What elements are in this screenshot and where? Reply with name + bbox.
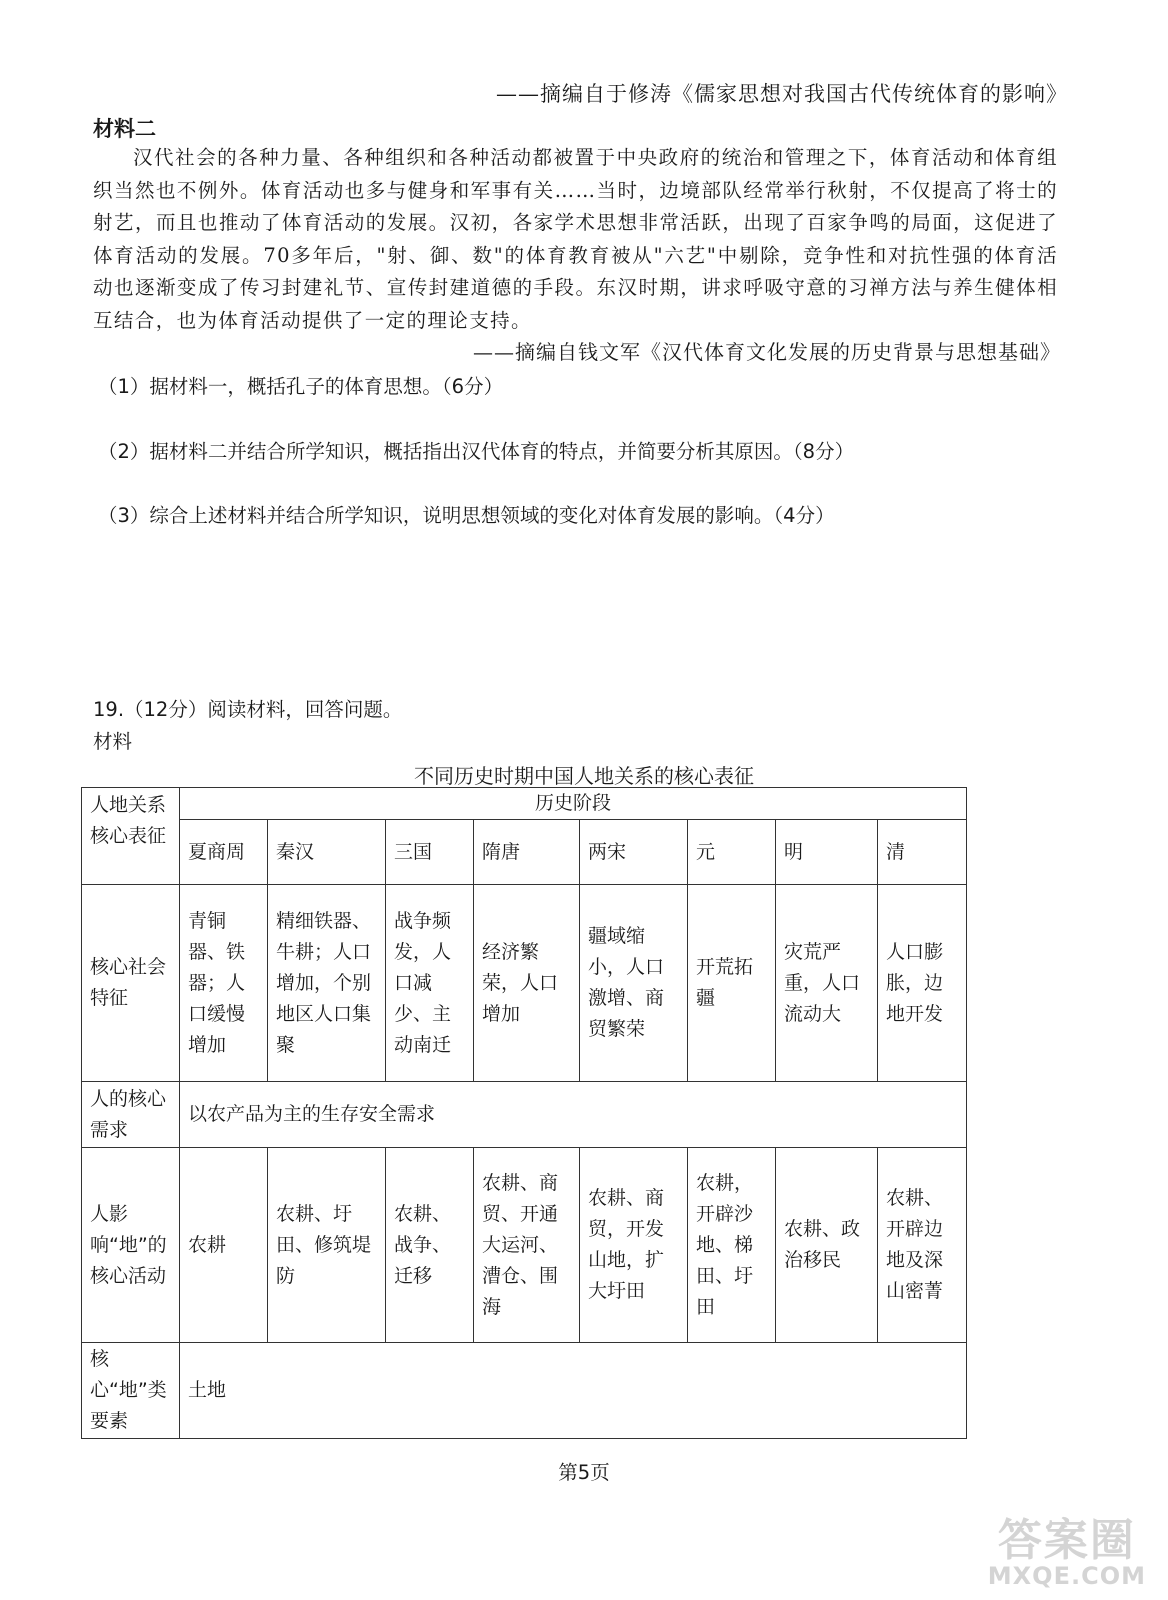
corner-header: 人地关系核心表征: [82, 788, 180, 885]
row-label-activity: 人影响“地”的核心活动: [82, 1148, 180, 1343]
question-19-intro: 19.（12分）阅读材料，回答问题。: [93, 698, 403, 721]
period-header: 元: [688, 820, 776, 885]
social-cell: 人口膨胀，边地开发: [878, 885, 967, 1082]
question-3: （3）综合上述材料并结合所学知识，说明思想领域的变化对体育发展的影响。（4分）: [98, 504, 835, 527]
material2-citation: ——摘编自钱文军《汉代体育文化发展的历史背景与思想基础》: [473, 340, 1061, 364]
activity-cell: 农耕: [180, 1148, 268, 1343]
social-cell: 灾荒严重，人口流动大: [776, 885, 878, 1082]
material2-text: 汉代社会的各种力量、各种组织和各种活动都被置于中央政府的统治和管理之下，体育活动和体育组织当然也不例外。体育活动也多与健身和军事有关……当时，边境部队经常举行秋射，不仅提高了将士的射艺，而且也推动了体育活动的发展。汉初，各家学术思想非常活跃，出现了百家争鸣的局面，这促进了体育活动的发展。70多年后，"射、御、数"的体育教育被从"六艺"中剔除，竞争性和对抗性强的体育活动也逐渐变成了传习封建礼节、宣传封建道德的手段。东汉时期，讲求呼吸守意的习禅方法与养生健体相互结合，也为体育活动提供了一定的理论支持。: [93, 146, 1058, 332]
row-label-social: 核心社会特征: [82, 885, 180, 1082]
social-cell: 经济繁荣，人口增加: [474, 885, 580, 1082]
period-header: 秦汉: [268, 820, 386, 885]
watermark-line1: 答案圈: [997, 1515, 1136, 1566]
activity-cell: 农耕、商贸、开通大运河、漕仓、围海: [474, 1148, 580, 1343]
material1-citation: ——摘编自于修涛《儒家思想对我国古代传统体育的影响》: [496, 82, 1068, 106]
activity-cell: 农耕、圩田、修筑堤防: [268, 1148, 386, 1343]
activity-cell: 农耕、战争、迁移: [386, 1148, 474, 1343]
period-header: 清: [878, 820, 967, 885]
need-cell: 以农产品为主的生存安全需求: [180, 1082, 967, 1148]
table-title: 不同历史时期中国人地关系的核心表征: [414, 764, 754, 788]
social-cell: 开荒拓疆: [688, 885, 776, 1082]
activity-cell: 农耕、商贸，开发山地，扩大圩田: [580, 1148, 688, 1343]
social-cell: 战争频发，人口减少、主动南迁: [386, 885, 474, 1082]
land-cell: 土地: [180, 1343, 967, 1439]
activity-cell: 农耕，开辟沙地、梯田、圩田: [688, 1148, 776, 1343]
activity-cell: 农耕、政治移民: [776, 1148, 878, 1343]
row-label-land: 核心“地”类要素: [82, 1343, 180, 1439]
social-cell: 青铜器、铁器；人口缓慢增加: [180, 885, 268, 1082]
period-header: 两宋: [580, 820, 688, 885]
period-header: 明: [776, 820, 878, 885]
material2-heading: 材料二: [93, 117, 156, 141]
row-label-need: 人的核心需求: [82, 1082, 180, 1148]
page-number: 第5页: [558, 1461, 610, 1484]
question-19-material-label: 材料: [93, 730, 133, 753]
period-header: 夏商周: [180, 820, 268, 885]
activity-cell: 农耕、开辟边地及深山密菁: [878, 1148, 967, 1343]
watermark-line2: MXQE.COM: [987, 1562, 1146, 1590]
watermark: [987, 1515, 1146, 1590]
period-header: 隋唐: [474, 820, 580, 885]
question-2: （2）据材料二并结合所学知识，概括指出汉代体育的特点，并简要分析其原因。（8分）: [98, 440, 855, 463]
stage-header: 历史阶段: [180, 788, 967, 820]
human-land-table: [81, 787, 967, 1439]
question-1: （1）据材料一，概括孔子的体育思想。（6分）: [98, 375, 504, 398]
period-header: 三国: [386, 820, 474, 885]
social-cell: 疆域缩小，人口激增、商贸繁荣: [580, 885, 688, 1082]
social-cell: 精细铁器、牛耕；人口增加，个别地区人口集聚: [268, 885, 386, 1082]
